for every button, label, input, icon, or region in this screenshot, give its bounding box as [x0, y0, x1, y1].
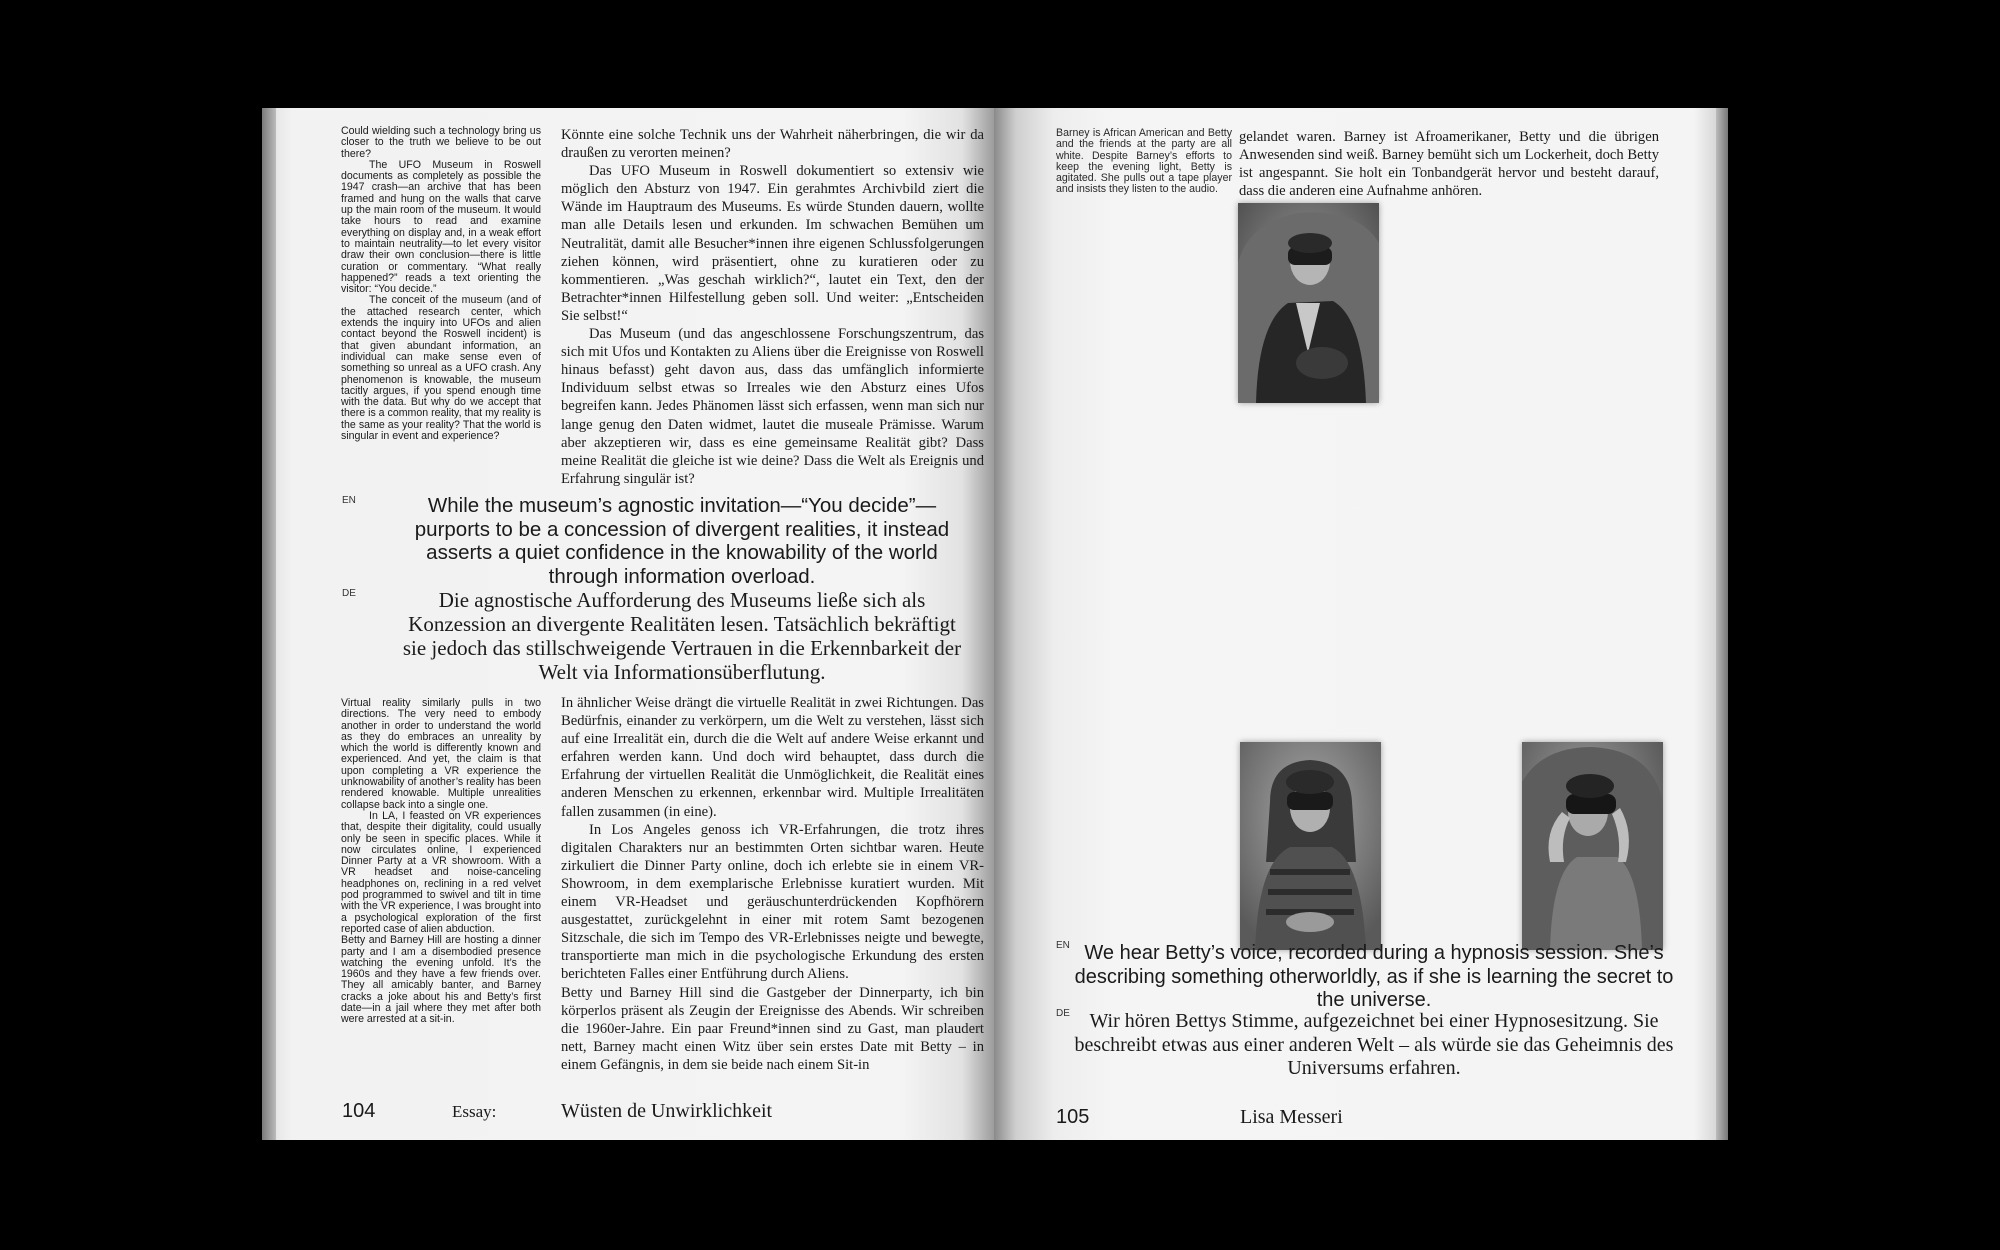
woman-touching-vr-headset-image — [1522, 742, 1663, 950]
woman-in-vr-headset-image — [1240, 742, 1381, 950]
english-column: Barney is African American and Betty and the friends at the party are all white. Despite Barney’s efforts to keep the evening light, Betty is agitated. She pulls out a tape player and insists they listen to the audio. — [1056, 127, 1232, 196]
vr-photo-woman-2 — [1522, 742, 1663, 950]
section-label: Essay: — [452, 1102, 497, 1121]
vr-photo-woman-1 — [1240, 742, 1381, 950]
author-name: Lisa Messeri — [1240, 1106, 1343, 1128]
en-paragraph: Betty and Barney Hill are hosting a dinner party and I am a disembodied presence watching the evening unfold. It’s the 1960s and they have a few friends over. They all amicably banter, and Barney cracks a joke about his and Betty’s first date—in a jail where they met after both were arrested at a sit-in. — [341, 934, 541, 1026]
de-paragraph: Das Museum (und das angeschlossene Forschungszentrum, das sich mit Ufos und Kontakten zu Aliens über die Ereignisse von Roswell hinaus befasst) geht davon aus, dass das umfänglich informierte Individuum selbst etwas so Irreales wie den Absturz eines Ufos begreifen kann. Jedes Phänomen lässt sich erfassen, wenn man sich nur lange genug den Daten widmet, lautet die museale Prämisse. Warum aber akzeptieren wir, dass es eine gemeinsame Realität gibt? Dass meine Realität die gleiche ist wie deine? Dass die Welt als Ereignis und Erfahrung singulär ist? — [561, 326, 984, 487]
english-column-bottom — [341, 698, 541, 1026]
caption-de-label: DE — [1056, 1008, 1070, 1019]
english-column-top — [341, 126, 541, 442]
pull-quote-english: While the museum’s agnostic invitation—“You decide”—purports to be a concession of divergent realities, it instead asserts a quiet confidence in the knowability of the world through information overload. — [414, 494, 950, 588]
german-column-top — [561, 126, 984, 488]
quote-de-label: DE — [342, 588, 356, 599]
de-paragraph: Das UFO Museum in Roswell dokumentiert so extensiv wie möglich den Absturz von 1947. Ein gerahmtes Archivbild ziert die Wände im Hauptraum des Museums. Es würde Stunden dauern, wollte man alle Details lesen und erkunden. Im schwachen Bemühen um Neutralität, damit alle Besucher*innen ihre eigenen Schlussfolgerungen ziehen können, wird präsentiert, ohne zu kuratieren oder zu kommentieren. „Was geschah wirklich?“, lautet ein Text, den der Betrachter*innen Hilfestellung geben soll. Und weiter: „Entscheiden Sie selbst!“ — [561, 163, 984, 324]
en-paragraph: Could wielding such a technology bring us closer to the truth we believe to be out there? — [341, 125, 541, 160]
open-book — [262, 108, 1728, 1140]
en-paragraph: In LA, I feasted on VR experiences that, despite their digitality, could usually only be seen in specific places. While it now circulates online, I experienced Dinner Party at a VR showroom. With a VR headset and noise-canceling headphones on, reclining in a red velvet pod programmed to swivel and tilt in time with the VR experience, I was brought into a psychological exploration of the first reported case of alien abduction. — [341, 809, 541, 935]
caption-english: We hear Betty’s voice, recorded during a hypnosis session. She’s describing something otherworldly, as if she is learning the secret to the universe. — [1074, 942, 1674, 1011]
caption-german: Wir hören Bettys Stimme, aufgezeichnet bei einer Hypnosesitzung. Sie beschreibt etwas aus einer anderen Welt – als würde sie das Geheimnis des Universums erfahren. — [1074, 1010, 1674, 1079]
vr-photo-man — [1238, 203, 1379, 403]
en-paragraph: Virtual reality similarly pulls in two directions. The very need to embody another in order to understand the world as they do embraces an unreality by which the world is differently known and experienced. And yet, the claim is that upon completing a VR experience the unknowability of another’s reality has been rendered knowable. Multiple unrealities collapse back into a single one. — [341, 697, 541, 811]
running-title: Wüsten de Unwirklichkeit — [561, 1100, 773, 1122]
page-edge-left — [262, 108, 276, 1140]
de-paragraph: In ähnlicher Weise drängt die virtuelle Realität in zwei Richtungen. Das Bedürfnis, einander zu verkörpern, um die Welt zu verstehen, lässt sich auf eine Irrealität ein, durch die die Welt auf andere Weise erkannt und erfahren werden kann. Und doch wird behauptet, dass durch die Erfahrung der virtuellen Realität die Unmöglichkeit, die Realität eines anderen Menschen zu erkennen, erkennbar wird. Multiple Irrealitäten fallen zusammen (in eine). — [561, 695, 984, 820]
en-paragraph: The conceit of the museum (and of the attached research center, which extends the inquiry into UFOs and alien contact beyond the Roswell incident) is that given abundant information, an individual can make sense even of something so unreal as a UFO crash. Any phenomenon is knowable, the museum tacitly argues, if you spend enough time with the data. But why do we accept that there is a common reality, that my reality is the same as your reality? That the world is singular in event and experience? — [341, 294, 541, 443]
en-paragraph: The UFO Museum in Roswell documents as completely as possible the 1947 crash—an archive that has been framed and hung on the walls that carve up the main room of the museum. It would take hours to read and examine everything on display and, in a weak effort to maintain neutrality—to let every visitor draw their own conclusion—there is little curation or commentary. “What really happened?” reads a text orienting the visitor: “You decide.” — [341, 158, 541, 296]
page-number-left: 104 — [342, 1100, 376, 1122]
caption-en-label: EN — [1056, 940, 1070, 951]
german-column-bottom — [561, 694, 984, 1074]
pull-quote-german: Die agnostische Aufforderung des Museums ließe sich als Konzession an divergente Realitäten lesen. Tatsächlich bekräftigt sie jedoch das stillschweigende Vertrauen in die Erkennbarkeit der Welt via Informationsüberflutung. — [402, 588, 962, 684]
page-number-right: 105 — [1056, 1106, 1090, 1128]
man-in-vr-headset-image — [1238, 203, 1379, 403]
de-paragraph: Betty und Barney Hill sind die Gastgeber der Dinnerparty, ich bin körperlos präsent als Zeugin der Ereignisse des Abends. Wir schreiben die 1960er-Jahre. Ein paar Freund*innen sind zu Gast, man plaudert nett, Barney macht einen Witz über sein erstes Date mit Betty – in einem Gefängnis, in dem sie beide nach einem Sit-in — [561, 984, 984, 1073]
de-paragraph: In Los Angeles genoss ich VR-Erfahrungen, die trotz ihres digitalen Charakters nur an bestimmten Orten sichtbar waren. Heute zirkuliert die Dinner Party online, doch ich erlebte sie in einem VR-Showroom, in dem exemplarische Erlebnisse kuratiert wurden. Mit einem VR-Headset und geräuschunterdrückenden Kopfhörern ausgestattet, zurückgelehnt in einer mit rotem Samt bezogenen Sitzschale, die sich im Tempo des VR-Erlebnisses neigte und bewegte, transportierte man mich in die psychologische Erkundung des ersten berichteten Falles einer Entführung durch Aliens. — [561, 821, 984, 983]
right-page — [994, 108, 1728, 1140]
page-edge-right — [1716, 108, 1728, 1140]
left-page — [262, 108, 994, 1140]
german-column: gelandet waren. Barney ist Afroamerikaner, Betty und die übrigen Anwesenden sind weiß. Barney bemüht sich um Lockerheit, doch Betty ist angespannt. Sie holt ein Tonbandgerät hervor und besteht darauf, dass die anderen eine Aufnahme anhören. — [1239, 129, 1659, 200]
quote-en-label: EN — [342, 495, 356, 506]
de-paragraph: Könnte eine solche Technik uns der Wahrheit näherbringen, die wir da draußen zu verorten meinen? — [561, 127, 984, 162]
